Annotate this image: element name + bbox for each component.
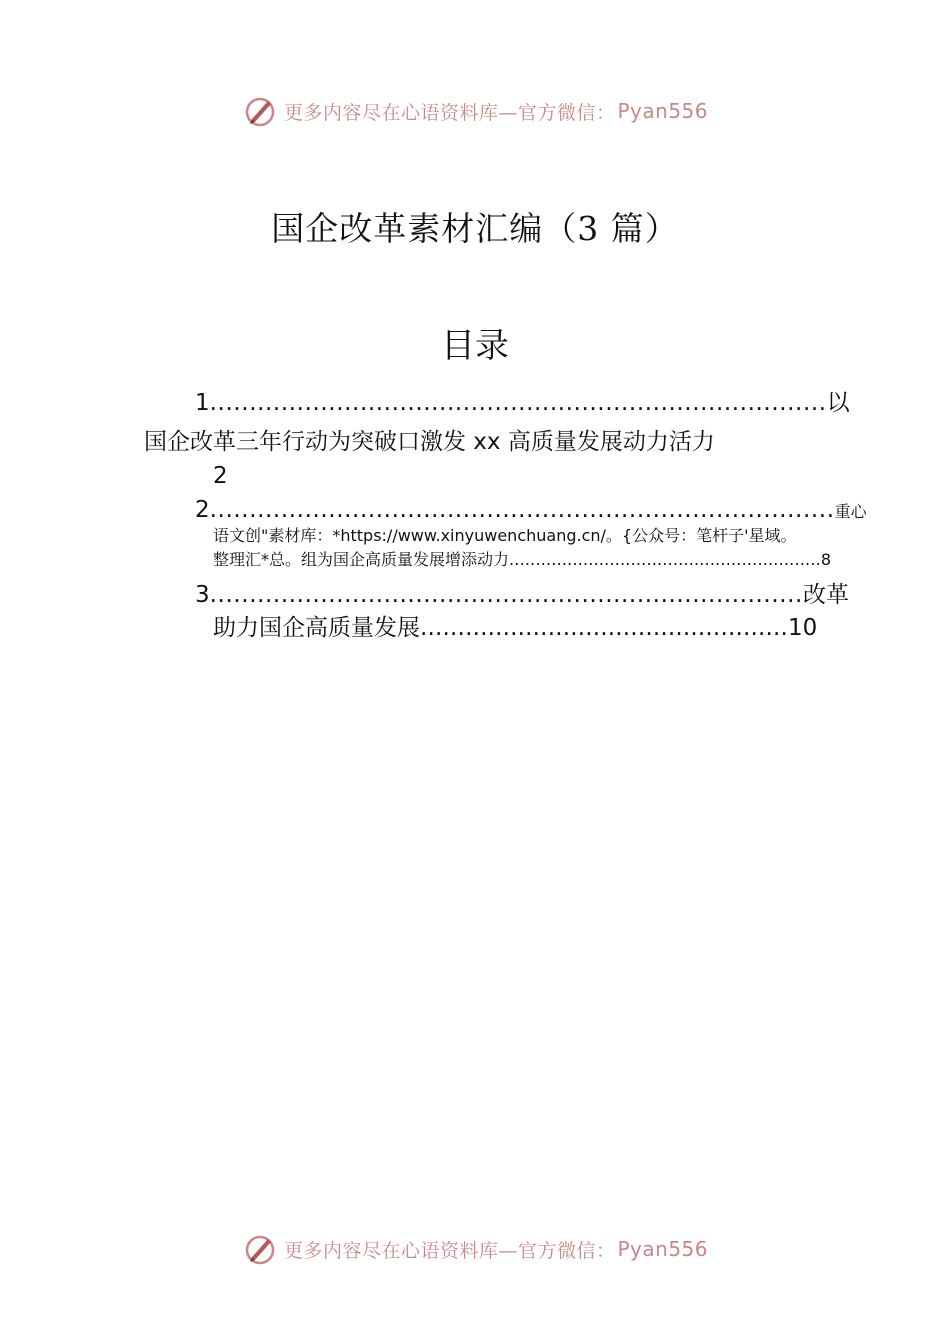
- toc-entry-1-line-2[interactable]: [144, 427, 834, 457]
- watermark-wechat-id: Pyan556: [617, 1237, 709, 1261]
- document-title: 国企改革素材汇编（3 篇）: [271, 209, 679, 248]
- pen-circle-icon: [242, 1231, 278, 1267]
- toc-heading: 目录: [441, 326, 509, 366]
- toc-entry-page-number: 10: [788, 615, 818, 641]
- toc-entry-title: 语文创"素材库：*https://www.xinyuwenchuang.cn/。{公众号：笔杆子'星域。: [213, 526, 797, 545]
- watermark-banner-bottom: [0, 1231, 950, 1267]
- toc-entry-page-number: 8: [820, 550, 832, 569]
- toc-entry-3-line-1[interactable]: [195, 580, 849, 610]
- toc-leader-dots: ..............................................................................: [209, 390, 827, 416]
- toc-entry-1-line-1[interactable]: [195, 388, 850, 418]
- toc-leader-dots: ...........................................................: [509, 550, 821, 569]
- toc-entry-page-number: 2: [213, 463, 228, 489]
- toc-entry-2-line-3[interactable]: [213, 549, 833, 571]
- toc-entry-title: 国企改革三年行动为突破口激发 xx 高质量发展动力活力: [144, 429, 715, 455]
- toc-entry-title-start: 以: [826, 390, 850, 416]
- toc-entry-title-start: 重心: [834, 502, 867, 521]
- toc-entry-2-line-1[interactable]: [195, 495, 867, 527]
- toc-entry-number: 3: [195, 582, 210, 608]
- toc-entry-2-line-2[interactable]: [213, 525, 873, 547]
- toc-entry-number: 1: [195, 390, 210, 416]
- watermark-text: 更多内容尽在心语资料库—官方微信：: [283, 1239, 616, 1262]
- watermark-wechat-id: Pyan556: [617, 99, 709, 123]
- toc-leader-dots: .................................................: [420, 615, 789, 641]
- toc-entry-3-line-2[interactable]: [213, 613, 833, 643]
- toc-leader-dots: ...........................................................................: [209, 582, 803, 608]
- toc-leader-dots: ...............................................................................: [209, 497, 835, 523]
- toc-entry-title: 助力国企高质量发展: [213, 615, 420, 641]
- toc-entry-1-page: [213, 461, 273, 491]
- toc-entry-title-start: 改革: [802, 582, 849, 608]
- toc-entry-number: 2: [195, 497, 210, 523]
- toc-entry-title: 整理汇*总。组为国企高质量发展增添动力: [213, 550, 510, 569]
- watermark-text: 更多内容尽在心语资料库—官方微信：: [283, 101, 616, 124]
